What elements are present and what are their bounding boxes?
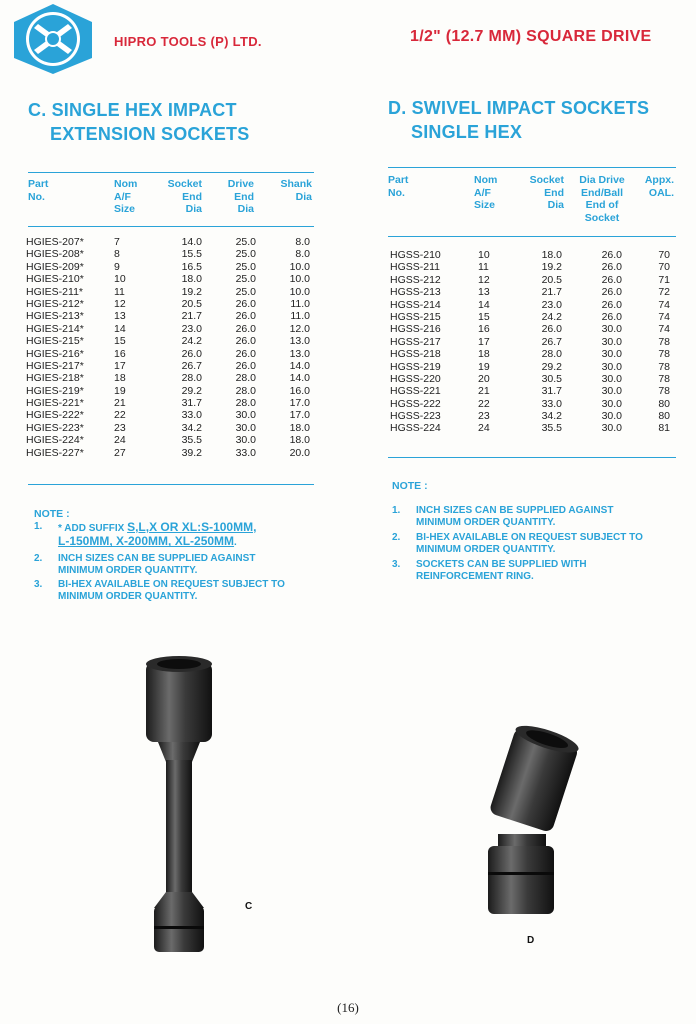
cell-shank-dia: 10.0 (289, 273, 310, 286)
cell-part-no: HGSS-222 (390, 397, 441, 410)
cell-drive-end-dia: 26.0 (235, 310, 256, 323)
cell-part-no: HGIES-210* (26, 273, 84, 286)
cell-part-no: HGSS-213 (390, 286, 441, 299)
cell-socket-end-dia: 31.7 (181, 397, 202, 410)
cell-nom-size: 15 (114, 335, 126, 348)
cell-socket-end-dia: 39.2 (181, 446, 202, 459)
cell-part-no: HGIES-213* (26, 310, 84, 323)
table-row (26, 434, 316, 446)
table-row (26, 236, 316, 248)
section-d-title: D. SWIVEL IMPACT SOCKETS SINGLE HEX (388, 98, 650, 142)
cell-dia-drive-end: 30.0 (601, 360, 622, 373)
cell-part-no: HGIES-222* (26, 409, 84, 422)
cell-nom-size: 27 (114, 446, 126, 459)
cell-dia-drive-end: 30.0 (601, 410, 622, 423)
cell-nom-size: 21 (478, 385, 490, 398)
cell-appx-oal: 70 (658, 249, 670, 261)
cell-shank-dia: 17.0 (289, 397, 310, 410)
page-number: (16) (337, 1000, 359, 1015)
cell-drive-end-dia: 26.0 (235, 359, 256, 372)
cell-appx-oal: 80 (658, 410, 670, 423)
cell-socket-end-dia: 26.7 (541, 335, 562, 348)
cell-part-no: HGIES-214* (26, 322, 84, 335)
table-row (26, 397, 316, 409)
note-c-3: 3. BI-HEX AVAILABLE ON REQUEST SUBJECT TO MINIMUM ORDER QUANTITY. (34, 579, 285, 603)
note-c-2: 2. INCH SIZES CAN BE SUPPLIED AGAINST MINIMUM ORDER QUANTITY. (34, 553, 256, 577)
table-row (26, 335, 316, 347)
cell-appx-oal: 74 (658, 298, 670, 311)
cell-part-no: HGIES-223* (26, 421, 84, 434)
cell-dia-drive-end: 30.0 (601, 397, 622, 410)
cell-drive-end-dia: 26.0 (235, 335, 256, 348)
cell-part-no: HGSS-210 (390, 249, 441, 261)
cell-socket-end-dia: 19.2 (181, 285, 202, 298)
cell-shank-dia: 10.0 (289, 285, 310, 298)
cell-appx-oal: 72 (658, 286, 670, 299)
cell-nom-size: 16 (114, 347, 126, 360)
cell-socket-end-dia: 19.2 (541, 261, 562, 274)
cell-part-no: HGIES-215* (26, 335, 84, 348)
table-row (388, 385, 678, 397)
note-d-1: 1. INCH SIZES CAN BE SUPPLIED AGAINST MINIMUM ORDER QUANTITY. (392, 505, 614, 529)
cell-part-no: HGIES-221* (26, 397, 84, 410)
cell-nom-size: 12 (478, 273, 490, 286)
cell-part-no: HGSS-219 (390, 360, 441, 373)
cell-appx-oal: 80 (658, 397, 670, 410)
cell-part-no: HGIES-209* (26, 260, 84, 273)
cell-socket-end-dia: 26.0 (181, 347, 202, 360)
table-row (26, 360, 316, 372)
cell-part-no: HGSS-218 (390, 348, 441, 361)
cell-appx-oal: 78 (658, 335, 670, 348)
cell-socket-end-dia: 26.0 (541, 323, 562, 336)
cell-dia-drive-end: 30.0 (601, 385, 622, 398)
cell-drive-end-dia: 26.0 (235, 297, 256, 310)
cell-socket-end-dia: 35.5 (541, 422, 562, 435)
cell-drive-end-dia: 28.0 (235, 397, 256, 410)
cell-nom-size: 18 (114, 372, 126, 385)
table-row (26, 372, 316, 384)
col-socket-end-dia: Socket End Dia (529, 174, 564, 211)
table-row (26, 298, 316, 310)
cell-shank-dia: 20.0 (289, 446, 310, 459)
table-row (388, 261, 678, 273)
cell-part-no: HGSS-212 (390, 273, 441, 286)
cell-socket-end-dia: 18.0 (541, 249, 562, 261)
table-row (388, 422, 678, 434)
cell-shank-dia: 13.0 (289, 335, 310, 348)
cell-socket-end-dia: 15.5 (181, 248, 202, 261)
cell-shank-dia: 11.0 (290, 310, 310, 323)
cell-appx-oal: 78 (658, 385, 670, 398)
cell-socket-end-dia: 21.7 (181, 310, 202, 323)
cell-nom-size: 17 (478, 335, 490, 348)
section-c-title: C. SINGLE HEX IMPACT EXTENSION SOCKETS (28, 100, 250, 144)
cell-part-no: HGSS-217 (390, 335, 441, 348)
col-appx-oal: Appx. OAL. (644, 174, 674, 199)
table-row (388, 410, 678, 422)
table-row (26, 385, 316, 397)
cell-appx-oal: 71 (658, 273, 670, 286)
notes-d-title: NOTE : (392, 480, 428, 492)
cell-appx-oal: 70 (658, 261, 670, 274)
cell-dia-drive-end: 26.0 (601, 298, 622, 311)
table-d-top-rule (388, 167, 676, 168)
cell-drive-end-dia: 25.0 (235, 285, 256, 298)
cell-part-no: HGIES-218* (26, 372, 84, 385)
table-d-header-rule (388, 236, 676, 237)
cell-part-no: HGIES-219* (26, 384, 84, 397)
cell-socket-end-dia: 34.2 (541, 410, 562, 423)
cell-dia-drive-end: 26.0 (601, 261, 622, 274)
cell-socket-end-dia: 23.0 (541, 298, 562, 311)
cell-dia-drive-end: 30.0 (601, 335, 622, 348)
cell-socket-end-dia: 26.7 (181, 359, 202, 372)
cell-nom-size: 14 (114, 322, 126, 335)
cell-socket-end-dia: 31.7 (541, 385, 562, 398)
cell-shank-dia: 14.0 (289, 359, 310, 372)
table-row (388, 249, 678, 261)
cell-socket-end-dia: 16.5 (181, 260, 202, 273)
cell-appx-oal: 78 (658, 348, 670, 361)
cell-drive-end-dia: 25.0 (235, 248, 256, 261)
cell-socket-end-dia: 21.7 (541, 286, 562, 299)
cell-part-no: HGSS-221 (390, 385, 441, 398)
table-row (388, 361, 678, 373)
col-dia-drive-end: Dia Drive End/Ball End of Socket (579, 174, 625, 224)
cell-nom-size: 12 (114, 297, 126, 310)
cell-dia-drive-end: 30.0 (601, 422, 622, 435)
cell-socket-end-dia: 23.0 (181, 322, 202, 335)
cell-dia-drive-end: 30.0 (601, 372, 622, 385)
table-row (388, 398, 678, 410)
table-row (26, 261, 316, 273)
cell-nom-size: 21 (114, 397, 126, 410)
cell-shank-dia: 18.0 (289, 434, 310, 447)
table-row (388, 348, 678, 360)
extension-socket-image (130, 650, 240, 960)
drive-size-heading: 1/2" (12.7 MM) SQUARE DRIVE (410, 28, 652, 45)
table-row (388, 274, 678, 286)
cell-socket-end-dia: 24.2 (181, 335, 202, 348)
cell-nom-size: 13 (114, 310, 126, 323)
cell-drive-end-dia: 30.0 (235, 434, 256, 447)
cell-shank-dia: 13.0 (289, 347, 310, 360)
cell-nom-size: 19 (114, 384, 126, 397)
table-row (26, 422, 316, 434)
cell-nom-size: 18 (478, 348, 490, 361)
cell-appx-oal: 74 (658, 323, 670, 336)
cell-nom-size: 23 (478, 410, 490, 423)
cell-appx-oal: 74 (658, 310, 670, 323)
cell-part-no: HGIES-227* (26, 446, 84, 459)
col-drive-end-dia: Drive End Dia (227, 178, 254, 215)
cell-socket-end-dia: 20.5 (541, 273, 562, 286)
cell-nom-size: 24 (478, 422, 490, 435)
cell-drive-end-dia: 30.0 (235, 409, 256, 422)
col-shank-dia: Shank Dia (280, 178, 312, 203)
cell-socket-end-dia: 24.2 (541, 310, 562, 323)
company-name: HIPRO TOOLS (P) LTD. (114, 34, 262, 49)
table-row (26, 447, 316, 459)
cell-part-no: HGIES-224* (26, 434, 84, 447)
cell-nom-size: 17 (114, 359, 126, 372)
cell-socket-end-dia: 30.5 (541, 372, 562, 385)
cell-shank-dia: 12.0 (289, 322, 310, 335)
cell-nom-size: 22 (114, 409, 126, 422)
table-row (388, 286, 678, 298)
table-c-body (26, 236, 316, 459)
cell-socket-end-dia: 14.0 (181, 236, 202, 248)
col-socket-end-dia: Socket End Dia (167, 178, 202, 215)
cell-part-no: HGSS-223 (390, 410, 441, 423)
note-d-3: 3. SOCKETS CAN BE SUPPLIED WITH REINFORCEMENT RING. (392, 559, 587, 583)
table-c-bottom-rule (28, 484, 314, 485)
table-row (26, 248, 316, 260)
cell-part-no: HGIES-216* (26, 347, 84, 360)
cell-part-no: HGIES-207* (26, 236, 84, 248)
cell-nom-size: 13 (478, 286, 490, 299)
cell-drive-end-dia: 25.0 (235, 273, 256, 286)
cell-appx-oal: 78 (658, 360, 670, 373)
cell-nom-size: 14 (478, 298, 490, 311)
cell-socket-end-dia: 18.0 (181, 273, 202, 286)
cell-dia-drive-end: 30.0 (601, 348, 622, 361)
cell-part-no: HGSS-216 (390, 323, 441, 336)
table-row (26, 409, 316, 421)
table-row (388, 323, 678, 335)
cell-dia-drive-end: 26.0 (601, 273, 622, 286)
cell-nom-size: 10 (114, 273, 126, 286)
cell-drive-end-dia: 28.0 (235, 372, 256, 385)
cell-drive-end-dia: 26.0 (235, 322, 256, 335)
cell-socket-end-dia: 29.2 (181, 384, 202, 397)
cell-nom-size: 19 (478, 360, 490, 373)
table-c-header-rule (28, 226, 314, 227)
cell-shank-dia: 18.0 (289, 421, 310, 434)
cell-dia-drive-end: 26.0 (601, 286, 622, 299)
cell-dia-drive-end: 26.0 (601, 249, 622, 261)
cell-drive-end-dia: 26.0 (235, 347, 256, 360)
cell-drive-end-dia: 25.0 (235, 260, 256, 273)
cell-nom-size: 11 (478, 261, 489, 274)
note-c-1: 1. * ADD SUFFIX S,L,X OR XL:S-100MM, L-150MM, X-200MM, XL-250MM. (34, 520, 257, 549)
cell-nom-size: 20 (478, 372, 490, 385)
cell-dia-drive-end: 30.0 (601, 323, 622, 336)
cell-socket-end-dia: 28.0 (181, 372, 202, 385)
cell-nom-size: 22 (478, 397, 490, 410)
cell-part-no: HGIES-217* (26, 359, 84, 372)
table-row (26, 323, 316, 335)
col-part-no: Part No. (28, 178, 49, 203)
cell-shank-dia: 16.0 (289, 384, 310, 397)
table-row (26, 273, 316, 285)
cell-nom-size: 24 (114, 434, 126, 447)
cell-shank-dia: 8.0 (295, 248, 310, 261)
cell-part-no: HGIES-208* (26, 248, 84, 261)
cell-socket-end-dia: 33.0 (541, 397, 562, 410)
cell-nom-size: 9 (114, 260, 120, 273)
cell-drive-end-dia: 25.0 (235, 236, 256, 248)
table-row (388, 373, 678, 385)
cell-part-no: HGSS-211 (390, 261, 440, 274)
cell-shank-dia: 14.0 (289, 372, 310, 385)
table-row (388, 311, 678, 323)
table-row (26, 348, 316, 360)
col-nom-af-size: Nom A/F Size (114, 178, 138, 215)
cell-part-no: HGIES-212* (26, 297, 84, 310)
cell-nom-size: 7 (114, 236, 120, 248)
cell-drive-end-dia: 30.0 (235, 421, 256, 434)
note-d-2: 2. BI-HEX AVAILABLE ON REQUEST SUBJECT TO MINIMUM ORDER QUANTITY. (392, 532, 643, 556)
table-row (388, 299, 678, 311)
table-row (388, 336, 678, 348)
cell-dia-drive-end: 26.0 (601, 310, 622, 323)
table-row (26, 310, 316, 322)
swivel-socket-image (470, 722, 580, 922)
figure-c-label: C (245, 901, 253, 912)
cell-nom-size: 10 (478, 249, 490, 261)
cell-socket-end-dia: 20.5 (181, 297, 202, 310)
cell-shank-dia: 11.0 (290, 297, 310, 310)
cell-part-no: HGIES-211* (26, 285, 83, 298)
table-d-bottom-rule (388, 457, 676, 458)
cell-socket-end-dia: 34.2 (181, 421, 202, 434)
table-d-header (388, 174, 676, 230)
hipro-logo (10, 2, 96, 76)
cell-nom-size: 23 (114, 421, 126, 434)
cell-part-no: HGSS-220 (390, 372, 441, 385)
cell-nom-size: 8 (114, 248, 120, 261)
notes-c-title: NOTE : (34, 508, 70, 520)
cell-nom-size: 11 (114, 285, 125, 298)
cell-nom-size: 16 (478, 323, 490, 336)
cell-part-no: HGSS-224 (390, 422, 441, 435)
cell-part-no: HGSS-215 (390, 310, 441, 323)
figure-d-label: D (527, 935, 535, 946)
table-c-header (28, 178, 314, 222)
cell-part-no: HGSS-214 (390, 298, 441, 311)
cell-socket-end-dia: 35.5 (181, 434, 202, 447)
cell-shank-dia: 10.0 (289, 260, 310, 273)
col-part-no: Part No. (388, 174, 409, 199)
cell-shank-dia: 8.0 (295, 236, 310, 248)
cell-nom-size: 15 (478, 310, 490, 323)
cell-socket-end-dia: 33.0 (181, 409, 202, 422)
cell-drive-end-dia: 28.0 (235, 384, 256, 397)
table-d-body (388, 249, 678, 435)
cell-socket-end-dia: 29.2 (541, 360, 562, 373)
table-c-top-rule (28, 172, 314, 173)
col-nom-af-size: Nom A/F Size (474, 174, 498, 211)
cell-socket-end-dia: 28.0 (541, 348, 562, 361)
cell-drive-end-dia: 33.0 (235, 446, 256, 459)
cell-appx-oal: 81 (658, 422, 670, 435)
cell-shank-dia: 17.0 (289, 409, 310, 422)
table-row (26, 286, 316, 298)
cell-appx-oal: 78 (658, 372, 670, 385)
